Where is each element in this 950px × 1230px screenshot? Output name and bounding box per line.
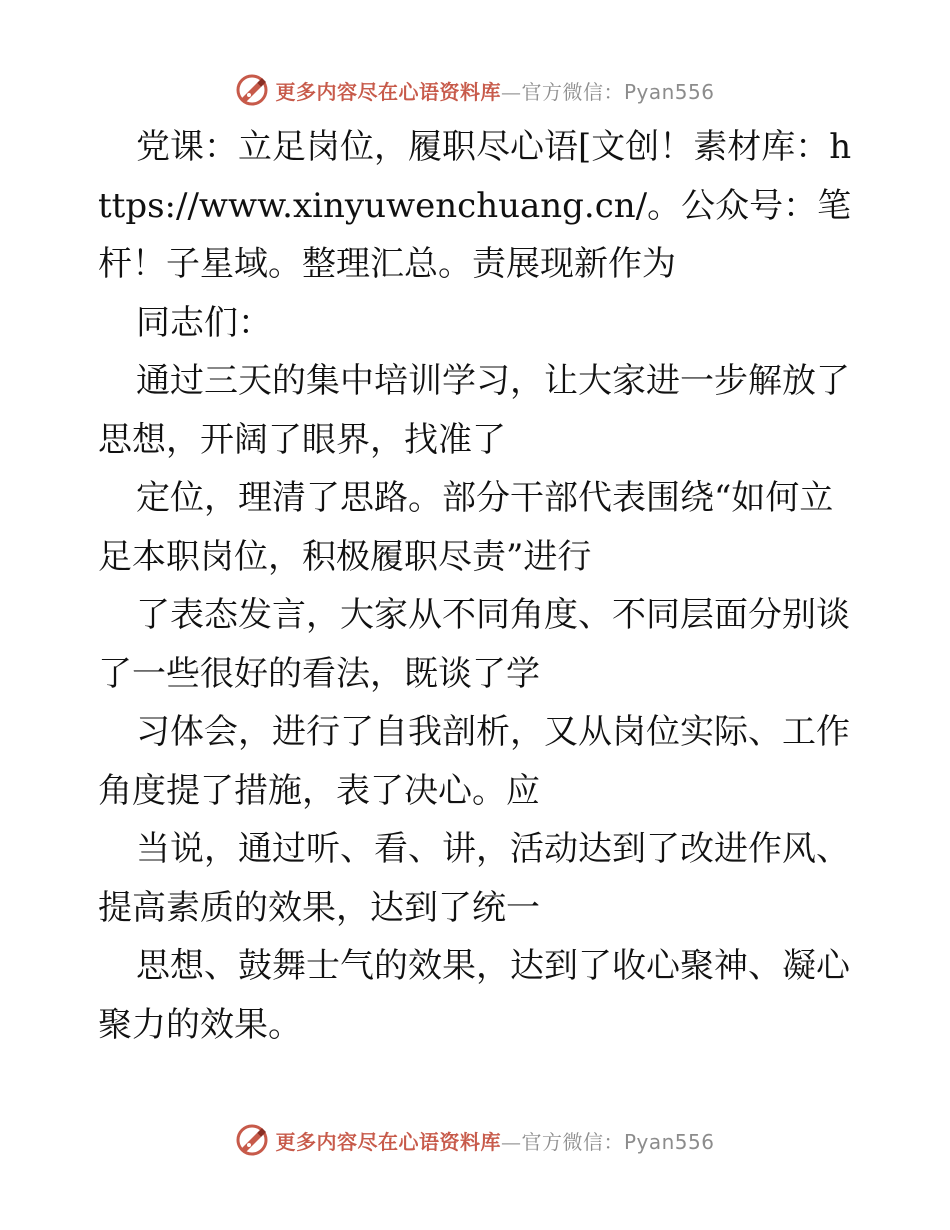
page-footer: [0, 1120, 950, 1160]
pen-nib-logo-icon: [235, 1123, 269, 1157]
paragraph-body: 习体会，进行了自我剖析，又从岗位实际、工作角度提了措施，表了决心。应: [98, 712, 850, 811]
header-banner-main: 更多内容尽在心语资料库: [275, 79, 501, 104]
footer-banner-wechat: 官方微信：Pyan556: [521, 1129, 715, 1154]
page-header: [0, 70, 950, 110]
header-banner-wechat: 官方微信：Pyan556: [521, 79, 715, 104]
footer-banner-text: [275, 1126, 714, 1155]
paragraph-body: 思想、鼓舞士气的效果，达到了收心聚神、凝心聚力的效果。: [98, 946, 850, 1045]
header-banner: [235, 73, 714, 107]
footer-banner: [235, 1123, 714, 1157]
paragraph-body: 通过三天的集中培训学习，让大家进一步解放了思想，开阔了眼界，找准了: [98, 361, 850, 460]
paragraph-title: 党课：立足岗位，履职尽心语[文创！素材库：https://www.xinyuwenchuang.cn/。公众号：笔杆！子星域。整理汇总。责展现新作为: [98, 127, 852, 284]
paragraph-body: 定位，理清了思路。部分干部代表围绕“如何立足本职岗位，积极履职尽责”进行: [98, 478, 834, 577]
footer-banner-dash: —: [500, 1129, 522, 1154]
pen-nib-logo-icon: [235, 73, 269, 107]
paragraph-salutation: 同志们：: [136, 302, 272, 343]
paragraph-body: 了表态发言，大家从不同角度、不同层面分别谈了一些很好的看法，既谈了学: [98, 595, 850, 694]
document-body: [98, 118, 858, 1054]
header-banner-dash: —: [500, 79, 522, 104]
paragraph-body: 当说，通过听、看、讲，活动达到了改进作风、提高素质的效果，达到了统一: [98, 829, 850, 928]
footer-banner-main: 更多内容尽在心语资料库: [275, 1129, 501, 1154]
header-banner-text: [275, 76, 714, 105]
